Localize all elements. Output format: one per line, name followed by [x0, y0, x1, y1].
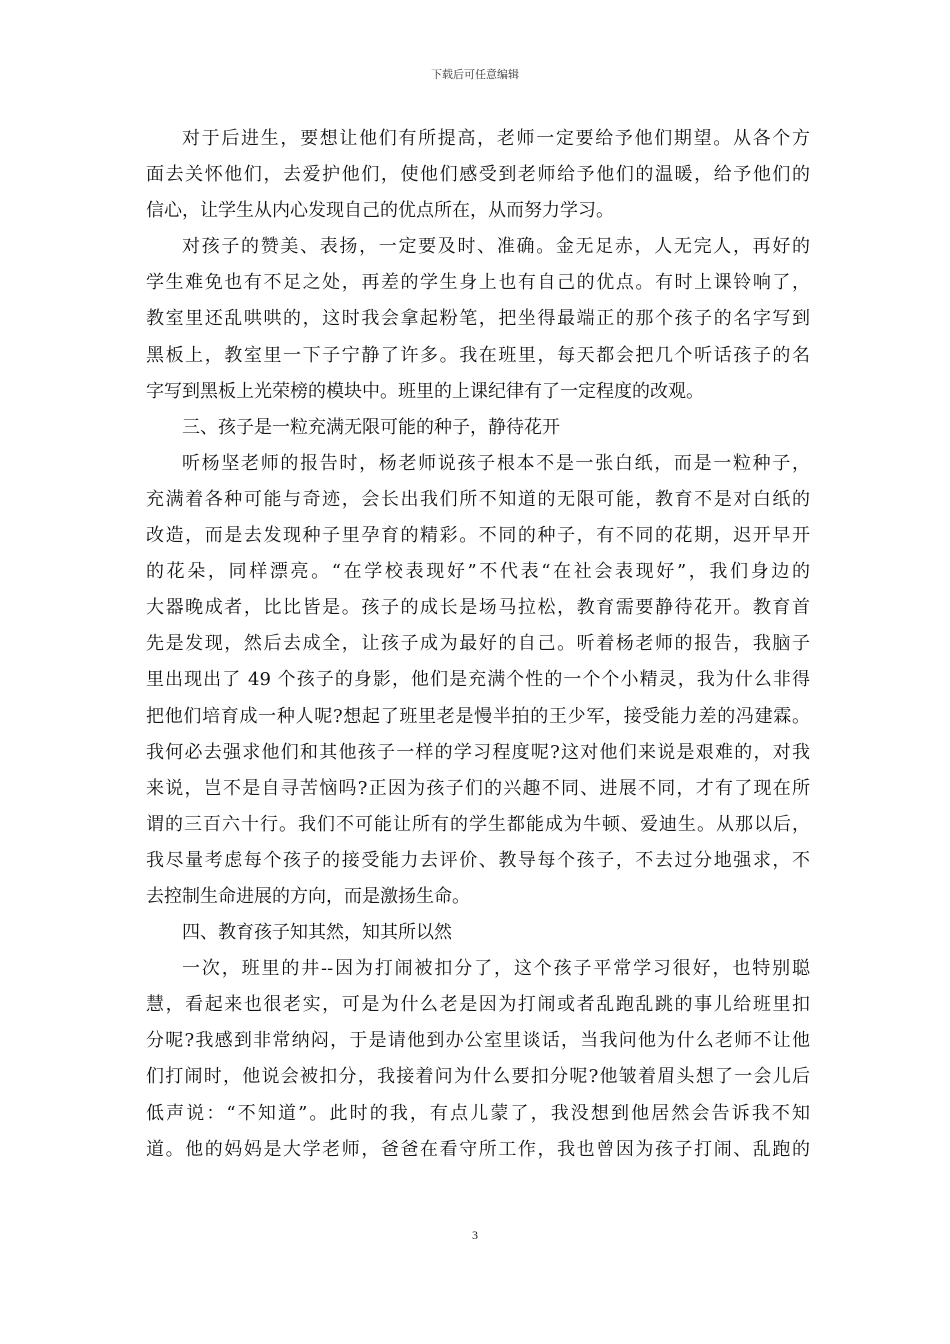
- text-line: 听杨坚老师的报告时，杨老师说孩子根本不是一张白纸，而是一粒种子，: [182, 452, 810, 474]
- text-line: 的花朵，同样漂亮。“在学校表现好”不代表“在社会表现好”，我们身边的: [146, 561, 810, 583]
- text-line: 三、孩子是一粒充满无限可能的种子，静待花开: [182, 416, 560, 438]
- text-line: 先是发现，然后去成全，让孩子成为最好的自己。听着杨老师的报告，我脑子: [146, 633, 810, 655]
- text-line: 学生难免也有不足之处，再差的学生身上也有自己的优点。有时上课铃响了，: [146, 272, 810, 294]
- text-line: 里出现出了 49 个孩子的身影，他们是充满个性的一个个小精灵，我为什么非得: [146, 669, 810, 691]
- text-line: 来说，岂不是自寻苦恼吗?正因为孩子们的兴趣不同、进展不同，才有了现在所: [146, 777, 810, 799]
- text-line: 把他们培育成一种人呢?想起了班里老是慢半拍的王少军，接受能力差的冯建霖。: [146, 705, 810, 727]
- text-line: 我尽量考虑每个孩子的接受能力去评价、教导每个孩子，不去过分地强求，不: [146, 849, 810, 871]
- text-line: 字写到黑板上光荣榜的模块中。班里的上课纪律有了一定程度的改观。: [146, 380, 704, 402]
- text-line: 四、教育孩子知其然，知其所以然: [182, 922, 452, 944]
- text-line: 谓的三百六十行。我们不可能让所有的学生都能成为牛顿、爱迪生。从那以后，: [146, 813, 810, 835]
- text-line: 黑板上，教室里一下子宁静了许多。我在班里，每天都会把几个听话孩子的名: [146, 344, 810, 366]
- text-line: 教室里还乱哄哄的，这时我会拿起粉笔，把坐得最端正的那个孩子的名字写到: [146, 308, 810, 330]
- text-line: 面去关怀他们，去爱护他们，使他们感受到老师给予他们的温暖，给予他们的: [146, 164, 810, 186]
- text-line: 去控制生命进展的方向，而是激扬生命。: [146, 885, 470, 907]
- text-line: 慧，看起来也很老实，可是为什么老是因为打闹或者乱跑乱跳的事儿给班里扣: [146, 994, 810, 1016]
- text-line: 对孩子的赞美、表扬，一定要及时、准确。金无足赤，人无完人，再好的: [182, 236, 810, 258]
- text-line: 一次，班里的井--因为打闹被扣分了，这个孩子平常学习很好，也特别聪: [182, 958, 810, 980]
- text-line: 低声说：“不知道”。此时的我，有点儿蒙了，我没想到他居然会告诉我不知: [146, 1102, 810, 1124]
- page-header: 下载后可任意编辑: [431, 68, 519, 81]
- text-line: 我何必去强求他们和其他孩子一样的学习程度呢?这对他们来说是艰难的，对我: [146, 741, 810, 763]
- text-line: 道。他的妈妈是大学老师，爸爸在看守所工作，我也曾因为孩子打闹、乱跑的: [146, 1138, 810, 1160]
- page-number: 3: [472, 1228, 478, 1242]
- document-body: [146, 121, 810, 1168]
- text-line: 信心，让学生从内心发现自己的优点所在，从而努力学习。: [146, 200, 614, 222]
- text-line: 对于后进生，要想让他们有所提高，老师一定要给予他们期望。从各个方: [182, 128, 810, 149]
- text-line: 大器晚成者，比比皆是。孩子的成长是场马拉松，教育需要静待花开。教育首: [146, 597, 810, 619]
- text-line: 分呢?我感到非常纳闷，于是请他到办公室里谈话，当我问他为什么老师不让他: [146, 1030, 810, 1052]
- text-line: 充满着各种可能与奇迹，会长出我们所不知道的无限可能，教育不是对白纸的: [146, 488, 810, 510]
- text-line: 们打闹时，他说会被扣分，我接着问为什么要扣分呢?他皱着眉头想了一会儿后: [146, 1066, 810, 1088]
- text-line: 改造，而是去发现种子里孕育的精彩。不同的种子，有不同的花期，迟开早开: [146, 525, 810, 547]
